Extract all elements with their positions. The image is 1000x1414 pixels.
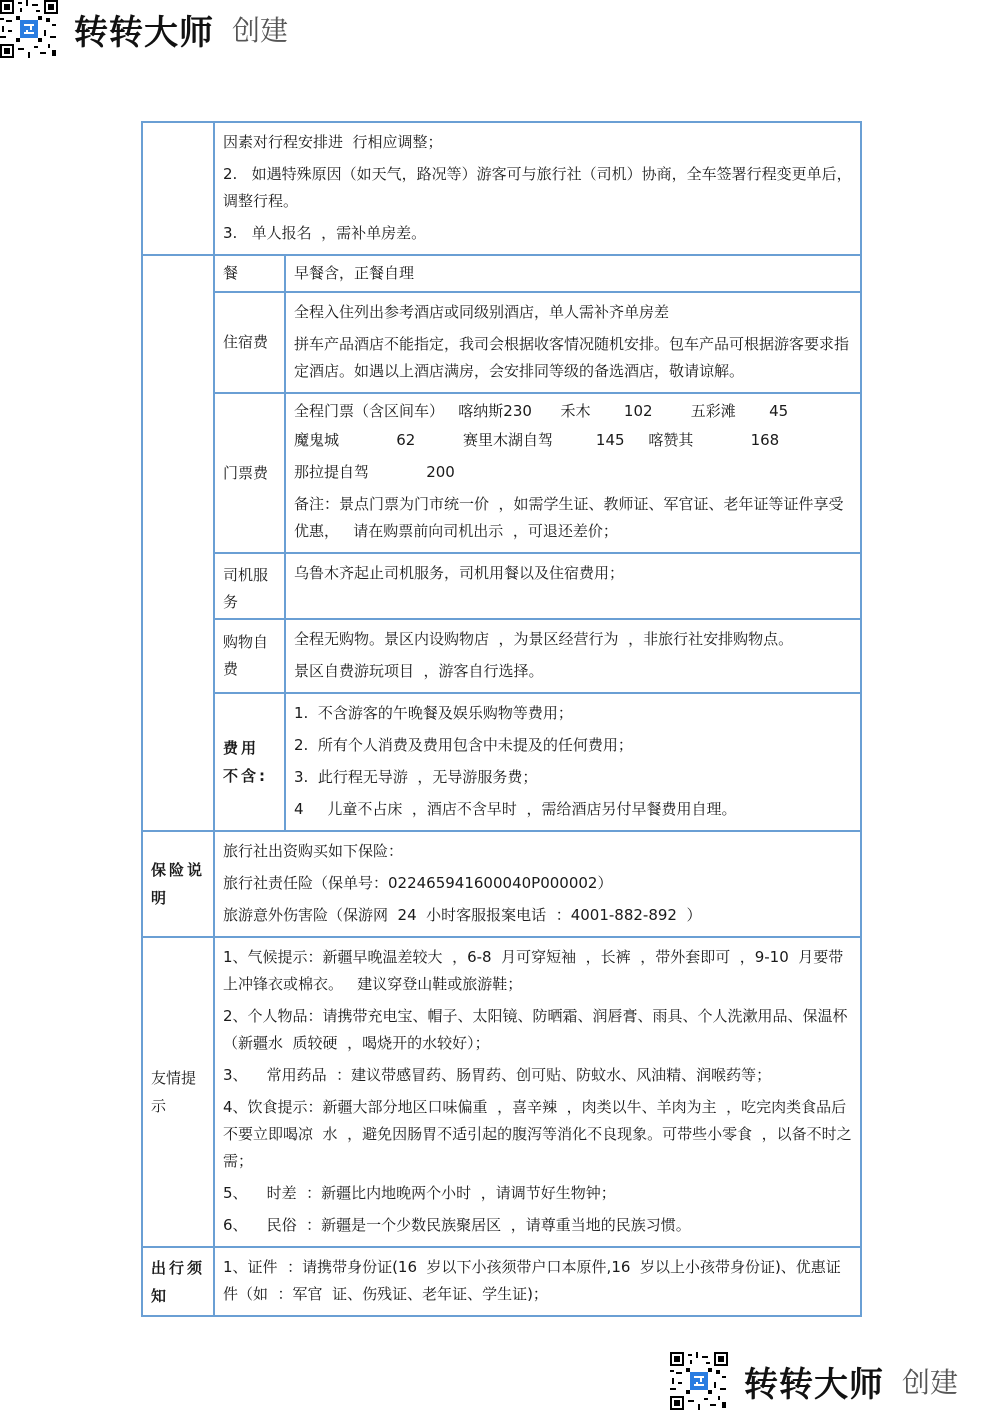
insurance-line: 旅游意外伤害险（保游网 24 小时客服报案电话 ：4001-882-892 ） [223,906,702,924]
excluded-line: 1. 不含游客的午晚餐及娱乐购物等费用； [294,704,573,722]
driver-text: 乌鲁木齐起止司机服务，司机用餐以及住宿费用； [294,564,625,582]
insurance-row [142,831,861,937]
tips-line: 4、饮食提示：新疆大部分地区口味偏重 ，喜辛辣 ，肉类以牛、羊肉为主 ，吃完肉类食品后不要立即喝凉 水 ，避免因肠胃不适引起的腹泻等消化不良现象。可带些小零食 ，以备不时之需； [223,1098,852,1170]
tips-line: 3、 常用药品 ：建议带感冒药、肠胃药、创可贴、防蚊水、风油精、润喉药等； [223,1066,772,1084]
continuation-row [142,122,861,255]
included-label-cell [142,255,214,831]
tickets-label: 门票费 [214,393,285,553]
driver-content [285,553,861,619]
meal-text: 早餐含，正餐自理 [294,264,415,282]
notice-content [214,1247,861,1316]
insurance-content [214,831,861,937]
continuation-content [214,122,861,255]
shopping-content [285,619,861,693]
footer-brand [670,1352,958,1410]
notice-row [142,1247,861,1316]
lodging-line: 拼车产品酒店不能指定，我司会根据收客情况随机安排。包车产品可根据游客要求指定酒店。如遇以上酒店满房，会安排同等级的备选酒店，敬请谅解。 [294,335,850,380]
tickets-content [285,393,861,553]
excluded-line: 2. 所有个人消费及费用包含中未提及的任何费用； [294,736,633,754]
excluded-label: 费用不含: [214,693,285,831]
lodging-label: 住宿费 [214,292,285,393]
driver-label: 司机服务 [214,553,285,619]
qr-code-icon [670,1352,728,1410]
tips-row [142,937,861,1247]
shopping-line: 全程无购物。景区内设购物店 ，为景区经营行为 ，非旅行社安排购物点。 [294,630,794,648]
tips-line: 6、 民俗 ：新疆是一个少数民族聚居区 ，请尊重当地的民族习惯。 [223,1216,691,1234]
meal-label: 餐 [214,255,285,292]
tips-line: 5、 时差 ：新疆比内地晚两个小时 ，请调节好生物钟； [223,1184,616,1202]
tickets-line: 全程门票（含区间车） 喀纳斯230 禾木 102 五彩滩 45 [294,402,789,420]
shopping-row [142,619,861,693]
insurance-label: 保险说明 [142,831,214,937]
tips-line: 1、气候提示：新疆早晚温差较大 ，6-8 月可穿短袖 ，长裤 ，带外套即可 ，9-10 月要带上冲锋衣或棉衣。 建议穿登山鞋或旅游鞋； [223,948,844,993]
tickets-line: 魔鬼城 62 赛里木湖自驾 145 喀赞其 168 [294,431,780,449]
notice-text: 1、证件 ：请携带身份证(16 岁以下小孩须带户口本原件,16 岁以上小孩带身份证)、优惠证件（如 ：军官 证、伤残证、老年证、学生证)； [223,1258,841,1303]
shopping-label: 购物自费 [214,619,285,693]
tickets-row [142,393,861,553]
meal-row [142,255,861,292]
tips-content [214,937,861,1247]
tickets-line: 那拉提自驾 200 [294,463,455,481]
tickets-line: 备注：景点门票为门市统一价 ，如需学生证、教师证、军官证、老年证等证件享受优惠， 请在购票前向司机出示 ，可退还差价； [294,495,844,540]
continuation-label-cell [142,122,214,255]
continuation-line: 2. 如遇特殊原因（如天气，路况等）游客可与旅行社（司机）协商，全车签署行程变更单后，调整行程。 [223,165,852,210]
continuation-line: 3. 单人报名 ，需补单房差。 [223,224,427,242]
insurance-line: 旅行社出资购买如下保险： [223,842,404,860]
notice-label: 出行须知 [142,1247,214,1316]
excluded-line: 4 儿童不占床 ，酒店不含早时 ，需给酒店另付早餐费用自理。 [294,800,737,818]
insurance-line: 旅行社责任险（保单号：022465941600040P000002） [223,874,613,892]
excluded-row [142,693,861,831]
brand-sub: 创建 [902,1366,959,1399]
header-brand [0,0,288,58]
itinerary-table [141,121,862,1317]
shopping-line: 景区自费游玩项目 ，游客自行选择。 [294,662,544,680]
tips-line: 2、个人物品：请携带充电宝、帽子、太阳镜、防晒霜、润唇膏、雨具、个人洗漱用品、保温杯（新疆水 质较硬 ，喝烧开的水较好）； [223,1007,848,1052]
continuation-line: 因素对行程安排进 行相应调整； [223,133,443,151]
lodging-line: 全程入住列出参考酒店或同级别酒店，单人需补齐单房差 [294,303,670,321]
lodging-content [285,292,861,393]
brand-sub: 创建 [232,14,289,47]
excluded-line: 3. 此行程无导游 ，无导游服务费； [294,768,538,786]
tips-label: 友情提示 [142,937,214,1247]
brand-name: 转转大师 [74,12,214,53]
lodging-row [142,292,861,393]
meal-content [285,255,861,292]
brand-name: 转转大师 [744,1364,884,1405]
driver-row [142,553,861,619]
excluded-content [285,693,861,831]
qr-code-icon [0,0,58,58]
